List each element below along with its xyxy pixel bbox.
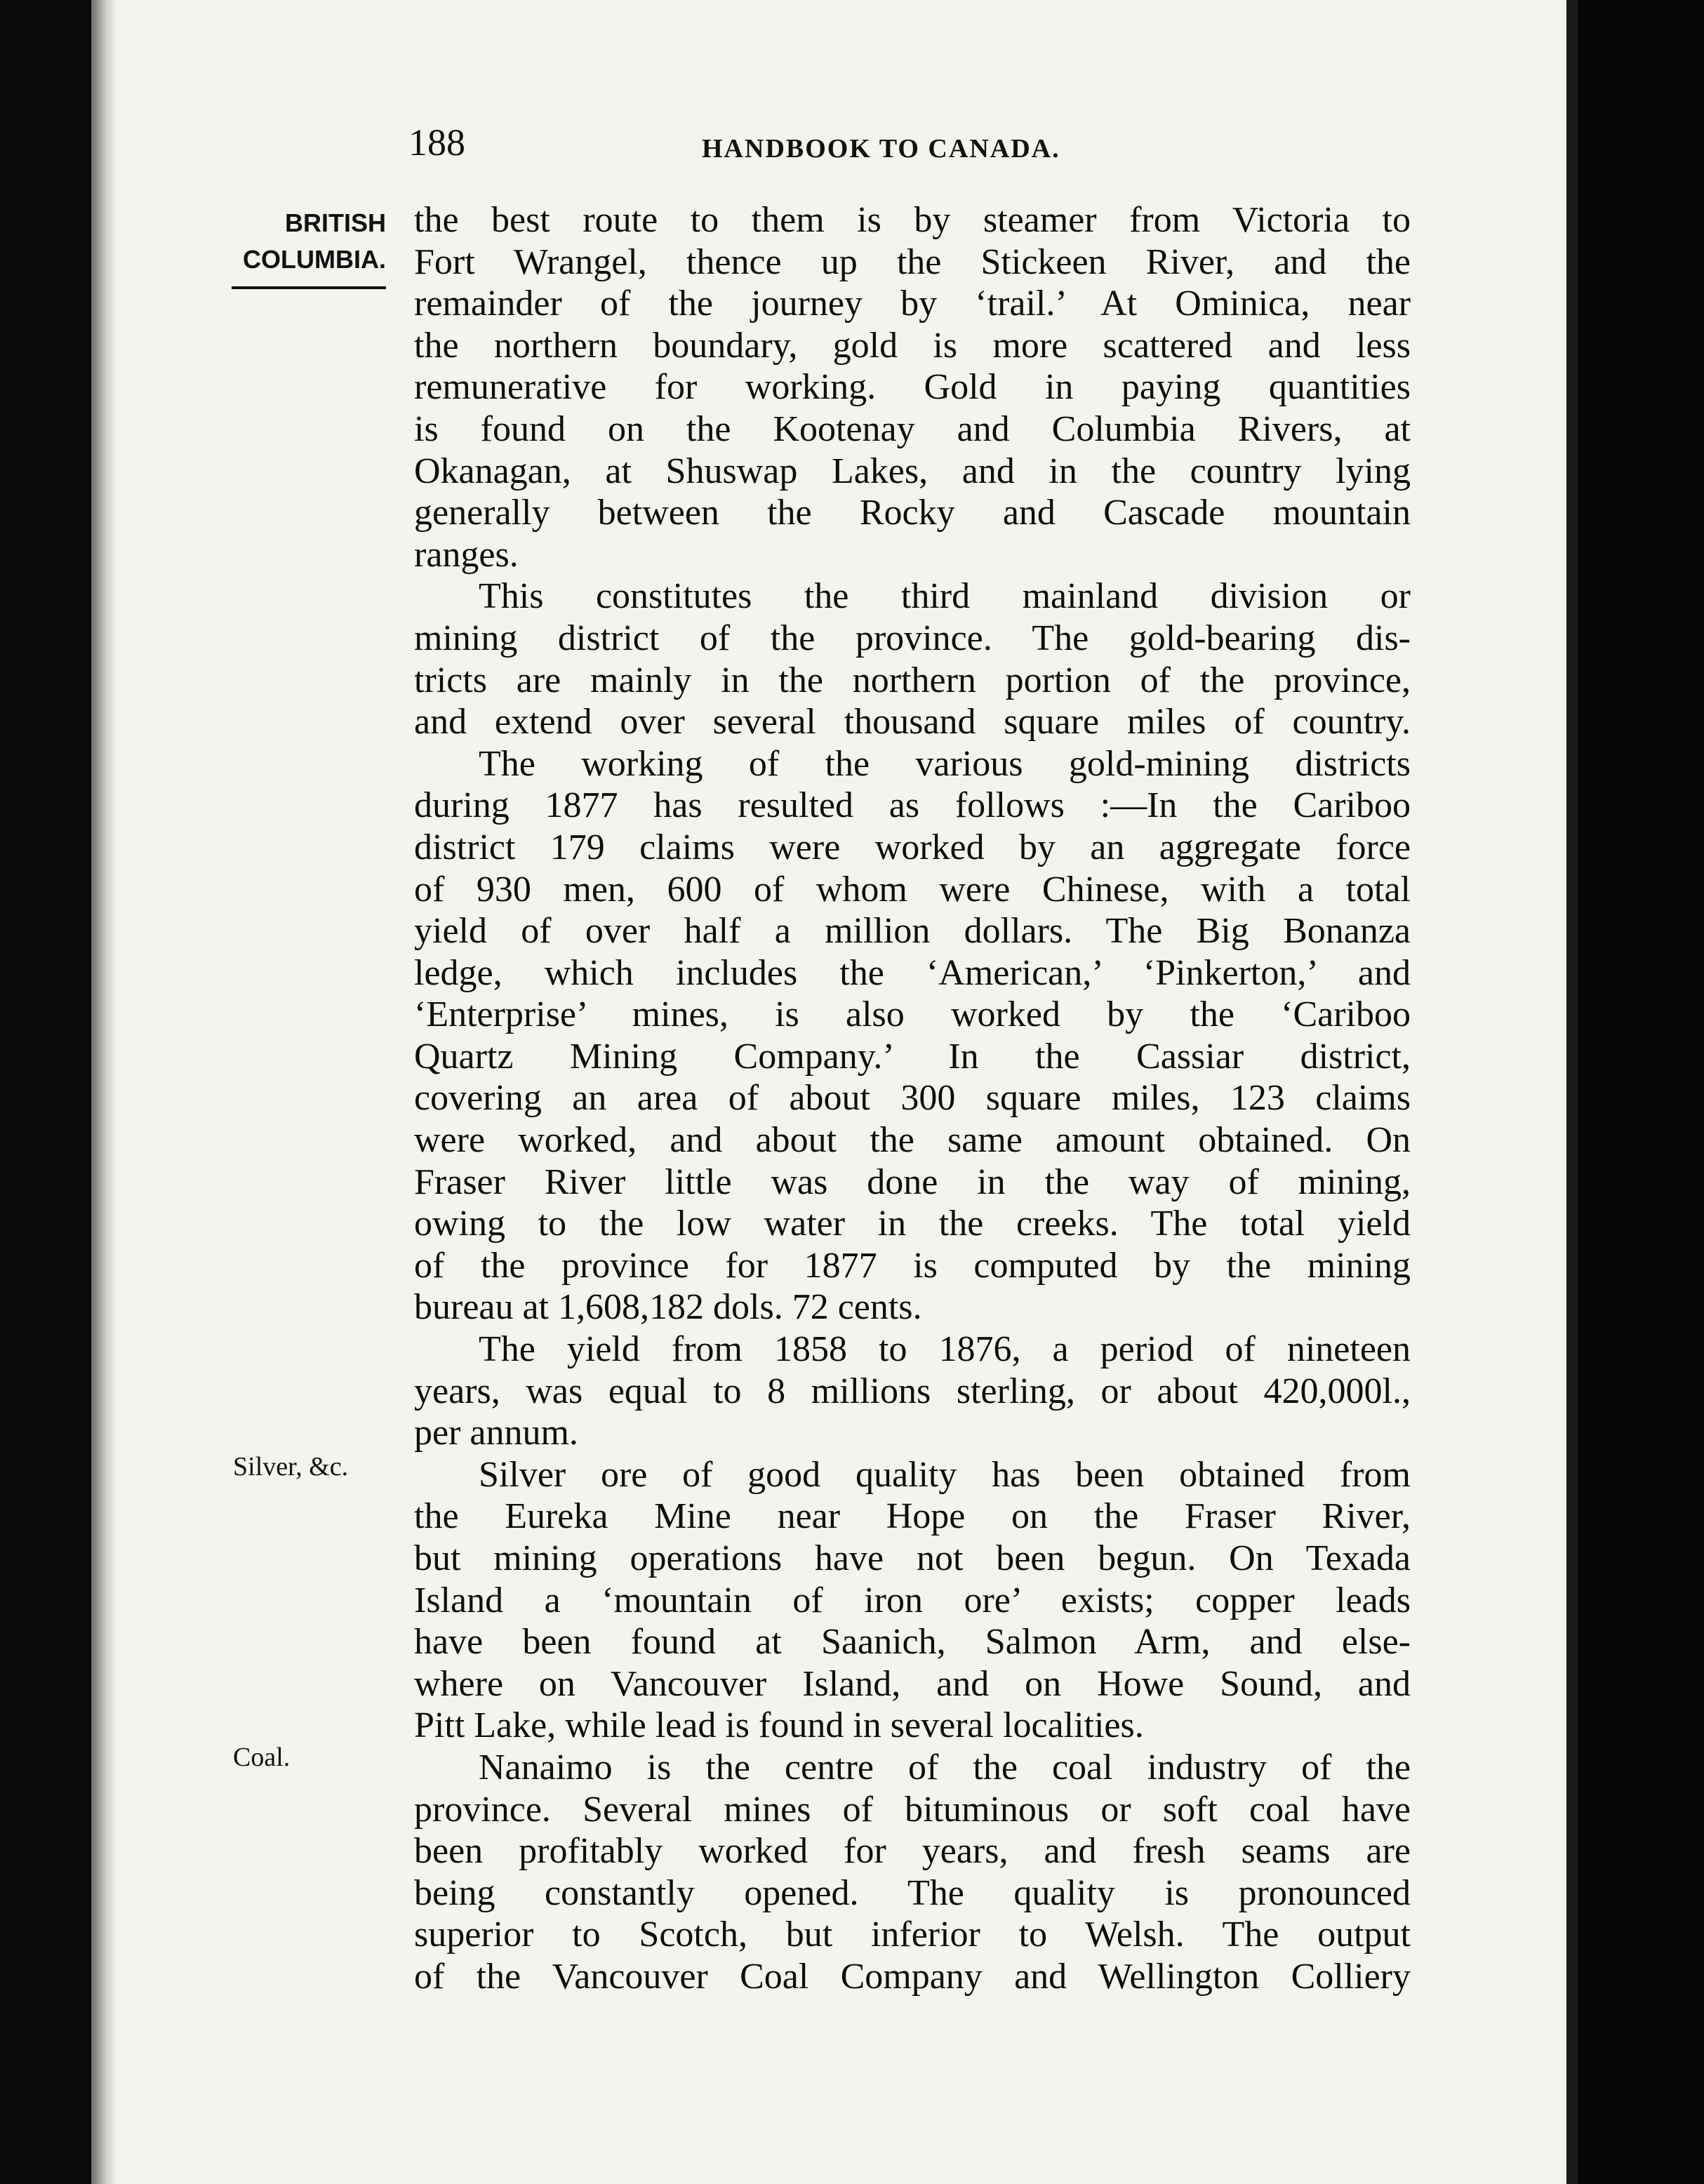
marginal-note-silver: Silver, &c. xyxy=(233,1452,349,1481)
text-line: of the Vancouver Coal Company and Wellington Colliery xyxy=(414,1956,1411,1997)
text-line: The yield from 1858 to 1876, a period of nineteen xyxy=(479,1329,1411,1370)
body-text xyxy=(414,199,1411,1998)
text-line: where on Vancouver Island, and on Howe Sound, and xyxy=(414,1663,1411,1704)
text-line: yield of over half a million dollars. The Big Bonanza xyxy=(414,911,1411,952)
text-line: mining district of the province. The gold-bearing dis- xyxy=(414,618,1411,658)
side-heading xyxy=(232,205,386,289)
text-line: ledge, which includes the ‘American,’ ‘Pinkerton,’ and xyxy=(414,952,1411,993)
scan-border-right xyxy=(1578,0,1704,2184)
text-line: per annum. xyxy=(414,1413,578,1453)
text-line: ranges. xyxy=(414,534,519,575)
text-line: Fort Wrangel, thence up the Stickeen River, and the xyxy=(414,241,1411,282)
text-line: owing to the low water in the creeks. The total yield xyxy=(414,1204,1411,1244)
text-line: the Eureka Mine near Hope on the Fraser River, xyxy=(414,1496,1411,1537)
text-line: remainder of the journey by ‘trail.’ At Ominica, near xyxy=(414,284,1411,324)
text-line: the best route to them is by steamer from Victoria to xyxy=(414,200,1411,240)
text-line: province. Several mines of bituminous or soft coal have xyxy=(414,1789,1411,1830)
text-line: the northern boundary, gold is more scattered and less xyxy=(414,325,1411,366)
text-line: have been found at Saanich, Salmon Arm, and else- xyxy=(414,1622,1411,1663)
text-line: were worked, and about the same amount obtained. On xyxy=(414,1120,1411,1161)
text-line: Okanagan, at Shuswap Lakes, and in the country lying xyxy=(414,451,1411,491)
text-line: Island a ‘mountain of iron ore’ exists; copper leads xyxy=(414,1580,1411,1620)
text-line: but mining operations have not been begun. On Texada xyxy=(414,1538,1411,1578)
text-line: This constitutes the third mainland division or xyxy=(479,576,1411,617)
text-line: during 1877 has resulted as follows :—In the Cariboo xyxy=(414,785,1411,826)
text-line: years, was equal to 8 millions sterling, or about 420,000l., xyxy=(414,1371,1411,1411)
page-number: 188 xyxy=(408,121,465,164)
gutter-shadow xyxy=(91,0,117,2184)
text-line: superior to Scotch, but inferior to Welsh. The output xyxy=(414,1915,1411,1955)
text-line: is found on the Kootenay and Columbia Rivers, at xyxy=(414,408,1411,449)
text-line: Nanaimo is the centre of the coal industry of the xyxy=(479,1747,1411,1787)
text-line: district 179 claims were worked by an aggregate force xyxy=(414,827,1411,867)
text-line: bureau at 1,608,182 dols. 72 cents. xyxy=(414,1287,922,1328)
text-line: of the province for 1877 is computed by the mining xyxy=(414,1245,1411,1286)
text-line: Fraser River little was done in the way of mining, xyxy=(414,1161,1411,1202)
text-line: ‘Enterprise’ mines, is also worked by the ‘Cariboo xyxy=(414,994,1411,1035)
text-line: covering an area of about 300 square miles, 123 claims xyxy=(414,1078,1411,1119)
side-heading-line: COLUMBIA. xyxy=(243,245,386,274)
text-line: of 930 men, 600 of whom were Chinese, with a total xyxy=(414,869,1411,910)
text-line: being constantly opened. The quality is pronounced xyxy=(414,1872,1411,1913)
running-title: HANDBOOK TO CANADA. xyxy=(702,134,1060,164)
text-line: tricts are mainly in the northern portion of the province, xyxy=(414,660,1411,700)
text-line: and extend over several thousand square miles of country. xyxy=(414,702,1411,743)
text-line: Pitt Lake, while lead is found in several localities. xyxy=(414,1705,1144,1746)
marginal-note-coal: Coal. xyxy=(233,1743,291,1772)
text-line: remunerative for working. Gold in paying quantities xyxy=(414,367,1411,408)
text-line: Quartz Mining Company.’ In the Cassiar district, xyxy=(414,1036,1411,1077)
text-line: Silver ore of good quality has been obtained from xyxy=(479,1454,1411,1495)
text-line: generally between the Rocky and Cascade mountain xyxy=(414,493,1411,533)
side-heading-line: BRITISH xyxy=(285,208,386,237)
text-line: The working of the various gold-mining districts xyxy=(479,743,1411,784)
scan-border-left xyxy=(0,0,91,2184)
text-line: been profitably worked for years, and fresh seams are xyxy=(414,1831,1411,1872)
